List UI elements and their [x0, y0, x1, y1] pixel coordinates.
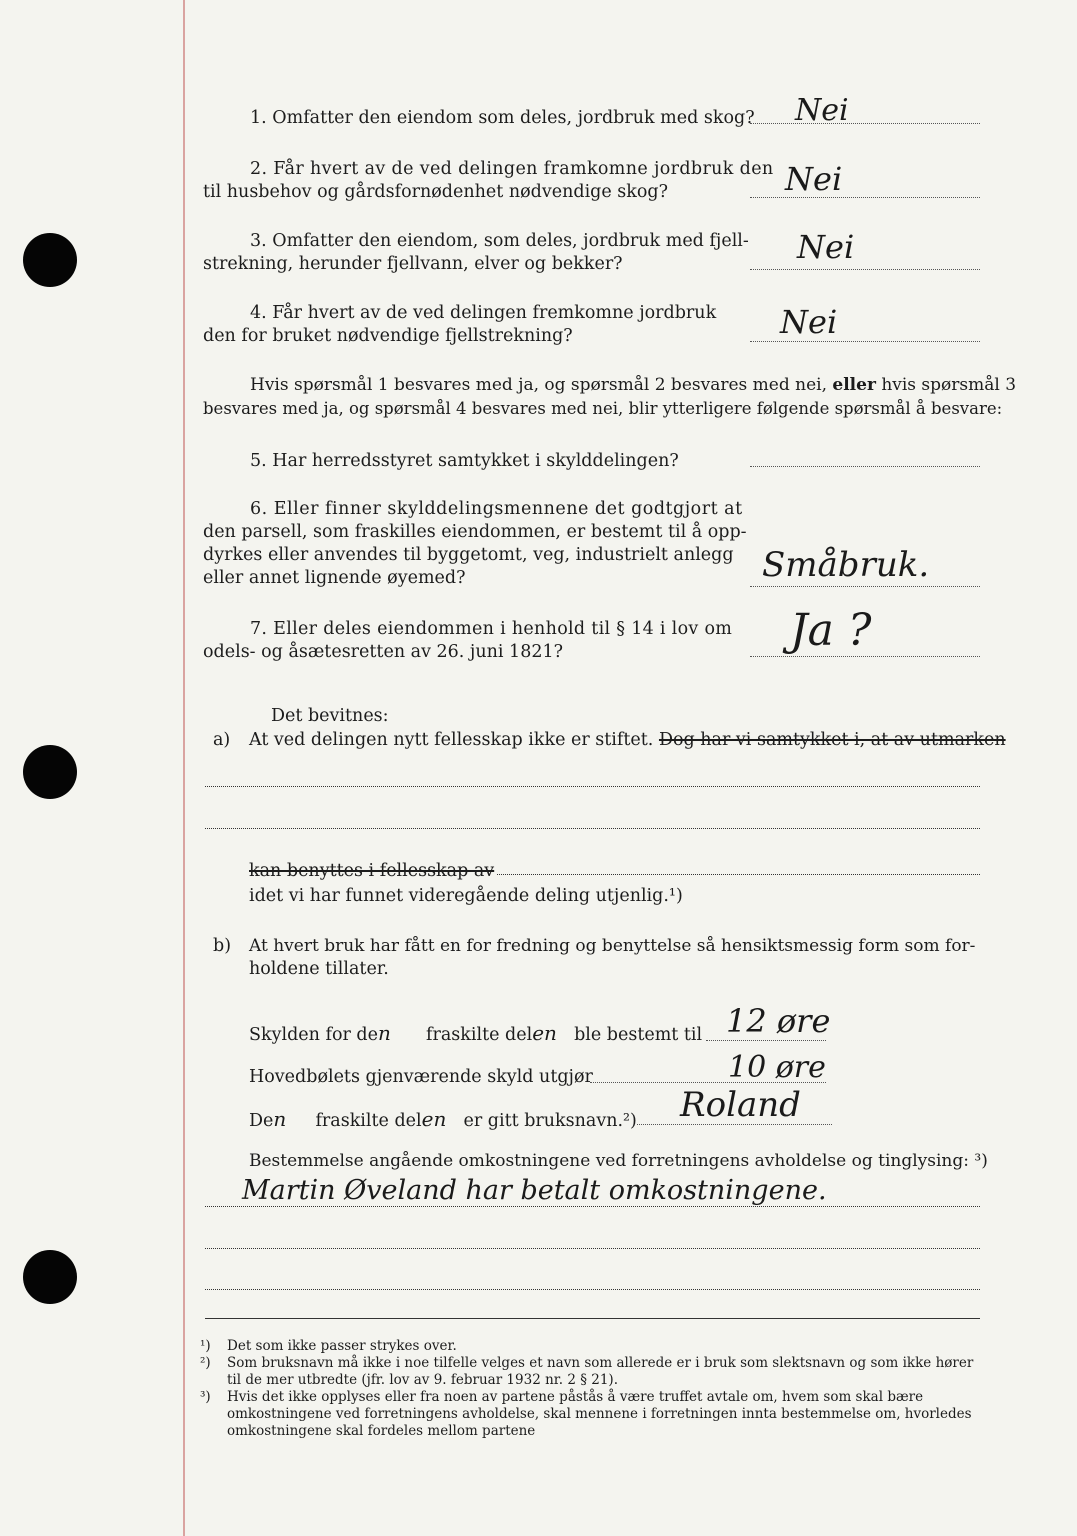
answer-line	[750, 466, 980, 467]
bruksnavn-value: Roland	[680, 1085, 801, 1125]
skyld-handwritten: en	[532, 1021, 557, 1045]
question-5	[203, 450, 679, 473]
skyld-value: 12 øre	[726, 1002, 831, 1040]
question-6	[203, 498, 747, 590]
question-text: 4. Får hvert av de ved delingen fremkomne jordbruk	[250, 303, 717, 323]
blank-line	[205, 1206, 980, 1207]
question-3	[203, 230, 749, 276]
witness-b-label: b)	[213, 936, 232, 956]
footnote-mark: ³)	[200, 1389, 211, 1405]
witness-struck-text: kan benyttes i fellesskap av	[249, 861, 495, 881]
punch-hole	[23, 1250, 77, 1304]
witness-intro: Det bevitnes:	[271, 706, 389, 726]
condition-text: besvares med ja, og spørsmål 4 besvares med nei, blir ytterligere følgende spørsmål å besvare:	[203, 399, 1003, 418]
skyld-label: ble bestemt til	[574, 1025, 703, 1045]
footnote-divider	[205, 1318, 980, 1319]
question-text: 6. Eller finner skylddelingsmennene det godtgjort at	[250, 499, 743, 519]
skyld-row-3	[249, 1108, 637, 1133]
skyld-label: Skylden for de	[249, 1025, 378, 1045]
question-2	[203, 158, 774, 204]
skyld-row-1	[249, 1022, 702, 1047]
question-text: dyrkes eller anvendes til byggetomt, veg, industrielt anlegg	[203, 545, 734, 565]
answer-line	[750, 269, 980, 270]
condition-paragraph	[203, 374, 1016, 420]
footnote-text: Som bruksnavn må ikke i noe tilfelle velges et navn som allerede er i bruk som slektsnavn og som ikke hører til de mer utbredte (jfr. lov av 9. februar 1932 nr. 2 § 21).	[227, 1355, 974, 1388]
answer-handwritten: Ja ?	[790, 605, 872, 656]
condition-text: hvis spørsmål 3	[881, 375, 1017, 395]
skyld-label: fraskilte del	[315, 1111, 422, 1131]
answer-handwritten: Nei	[780, 303, 838, 341]
blank-line	[205, 828, 980, 829]
witness-a-label: a)	[213, 730, 231, 750]
witness-reason: idet vi har funnet videregående deling utjenlig.¹)	[249, 886, 683, 906]
blank-line	[205, 1289, 980, 1290]
witness-a-struck: Dog har vi samtykket i, at av utmarken	[658, 730, 1006, 750]
margin-line	[183, 0, 185, 1536]
skyld-label: fraskilte del	[426, 1025, 533, 1045]
answer-handwritten: Nei	[797, 228, 855, 266]
question-text: den parsell, som fraskilles eiendommen, er bestemt til å opp-	[203, 522, 747, 542]
footnote-3	[200, 1389, 980, 1440]
skyld-label: De	[249, 1111, 274, 1131]
question-text: 7. Eller deles eiendommen i henhold til § 14 i lov om	[250, 619, 733, 639]
punch-hole	[23, 745, 77, 799]
witness-a-text: At ved delingen nytt fellesskap ikke er stiftet.	[249, 730, 654, 750]
skyld-label: er gitt bruksnavn.²)	[463, 1111, 637, 1131]
question-text: eller annet lignende øyemed?	[203, 568, 466, 588]
condition-text: Hvis spørsmål 1 besvares med ja, og spørsmål 2 besvares med nei,	[250, 375, 827, 395]
costs-label: Bestemmelse angående omkostningene ved forretningens avholdelse og tinglysing: ³)	[249, 1151, 988, 1171]
question-1	[203, 107, 755, 130]
footnote-mark: ²)	[200, 1355, 211, 1371]
answer-handwritten: Nei	[795, 93, 849, 128]
question-4	[203, 302, 716, 348]
punch-hole	[23, 233, 77, 287]
question-text: den for bruket nødvendige fjellstrekning?	[203, 326, 573, 346]
question-text: 1. Omfatter den eiendom som deles, jordbruk med skog?	[250, 108, 755, 128]
condition-bold: eller	[832, 375, 876, 395]
skyld-handwritten: en	[421, 1107, 447, 1131]
blank-line	[205, 1248, 980, 1249]
question-text: 2. Får hvert av de ved delingen framkomne jordbruk den	[250, 159, 774, 179]
question-text: strekning, herunder fjellvann, elver og bekker?	[203, 254, 623, 274]
blank-line	[205, 786, 980, 787]
question-text: odels- og åsætesretten av 26. juni 1821?	[203, 642, 563, 662]
blank-line	[497, 874, 980, 875]
footnote-1	[200, 1338, 980, 1355]
witness-struck-line	[249, 860, 494, 883]
answer-line	[750, 586, 980, 587]
answer-line	[706, 1040, 826, 1041]
footnote-text: Hvis det ikke opplyses eller fra noen av partene påstås å være truffet avtale om, hvem som skal bære omkostningene ved forretningens avholdelse, skal mennene i forretningen innta bestemmelse om, hvorledes omkostningene skal fordeles mellom partene	[227, 1389, 972, 1439]
answer-line	[750, 123, 980, 124]
answer-line	[750, 656, 980, 657]
skyld-handwritten: n	[273, 1107, 287, 1131]
question-text: 5. Har herredsstyret samtykket i skylddelingen?	[250, 451, 679, 471]
skyld-row-2: Hovedbølets gjenværende skyld utgjør	[249, 1067, 593, 1087]
answer-handwritten: Nei	[785, 160, 843, 198]
witness-b-text: At hvert bruk har fått en for fredning og benyttelse så hensiktsmessig form som for-	[249, 936, 976, 956]
footnote-2	[200, 1355, 980, 1389]
question-text: til husbehov og gårdsfornødenhet nødvendige skog?	[203, 182, 668, 202]
footnote-text: Det som ikke passer strykes over.	[227, 1338, 457, 1354]
witness-a	[249, 729, 1006, 752]
costs-value: Martin Øveland har betalt omkostningene.	[242, 1175, 827, 1206]
footnote-mark: ¹)	[200, 1338, 211, 1354]
witness-b	[249, 935, 975, 981]
answer-handwritten: Småbruk.	[762, 545, 930, 585]
witness-b-text: holdene tillater.	[249, 959, 389, 979]
footnotes	[200, 1338, 980, 1440]
skyld-value: 10 øre	[728, 1050, 826, 1085]
skyld-handwritten: n	[377, 1021, 391, 1045]
question-text: 3. Omfatter den eiendom, som deles, jordbruk med fjell-	[250, 231, 749, 251]
answer-line	[750, 341, 980, 342]
question-7	[203, 618, 732, 664]
